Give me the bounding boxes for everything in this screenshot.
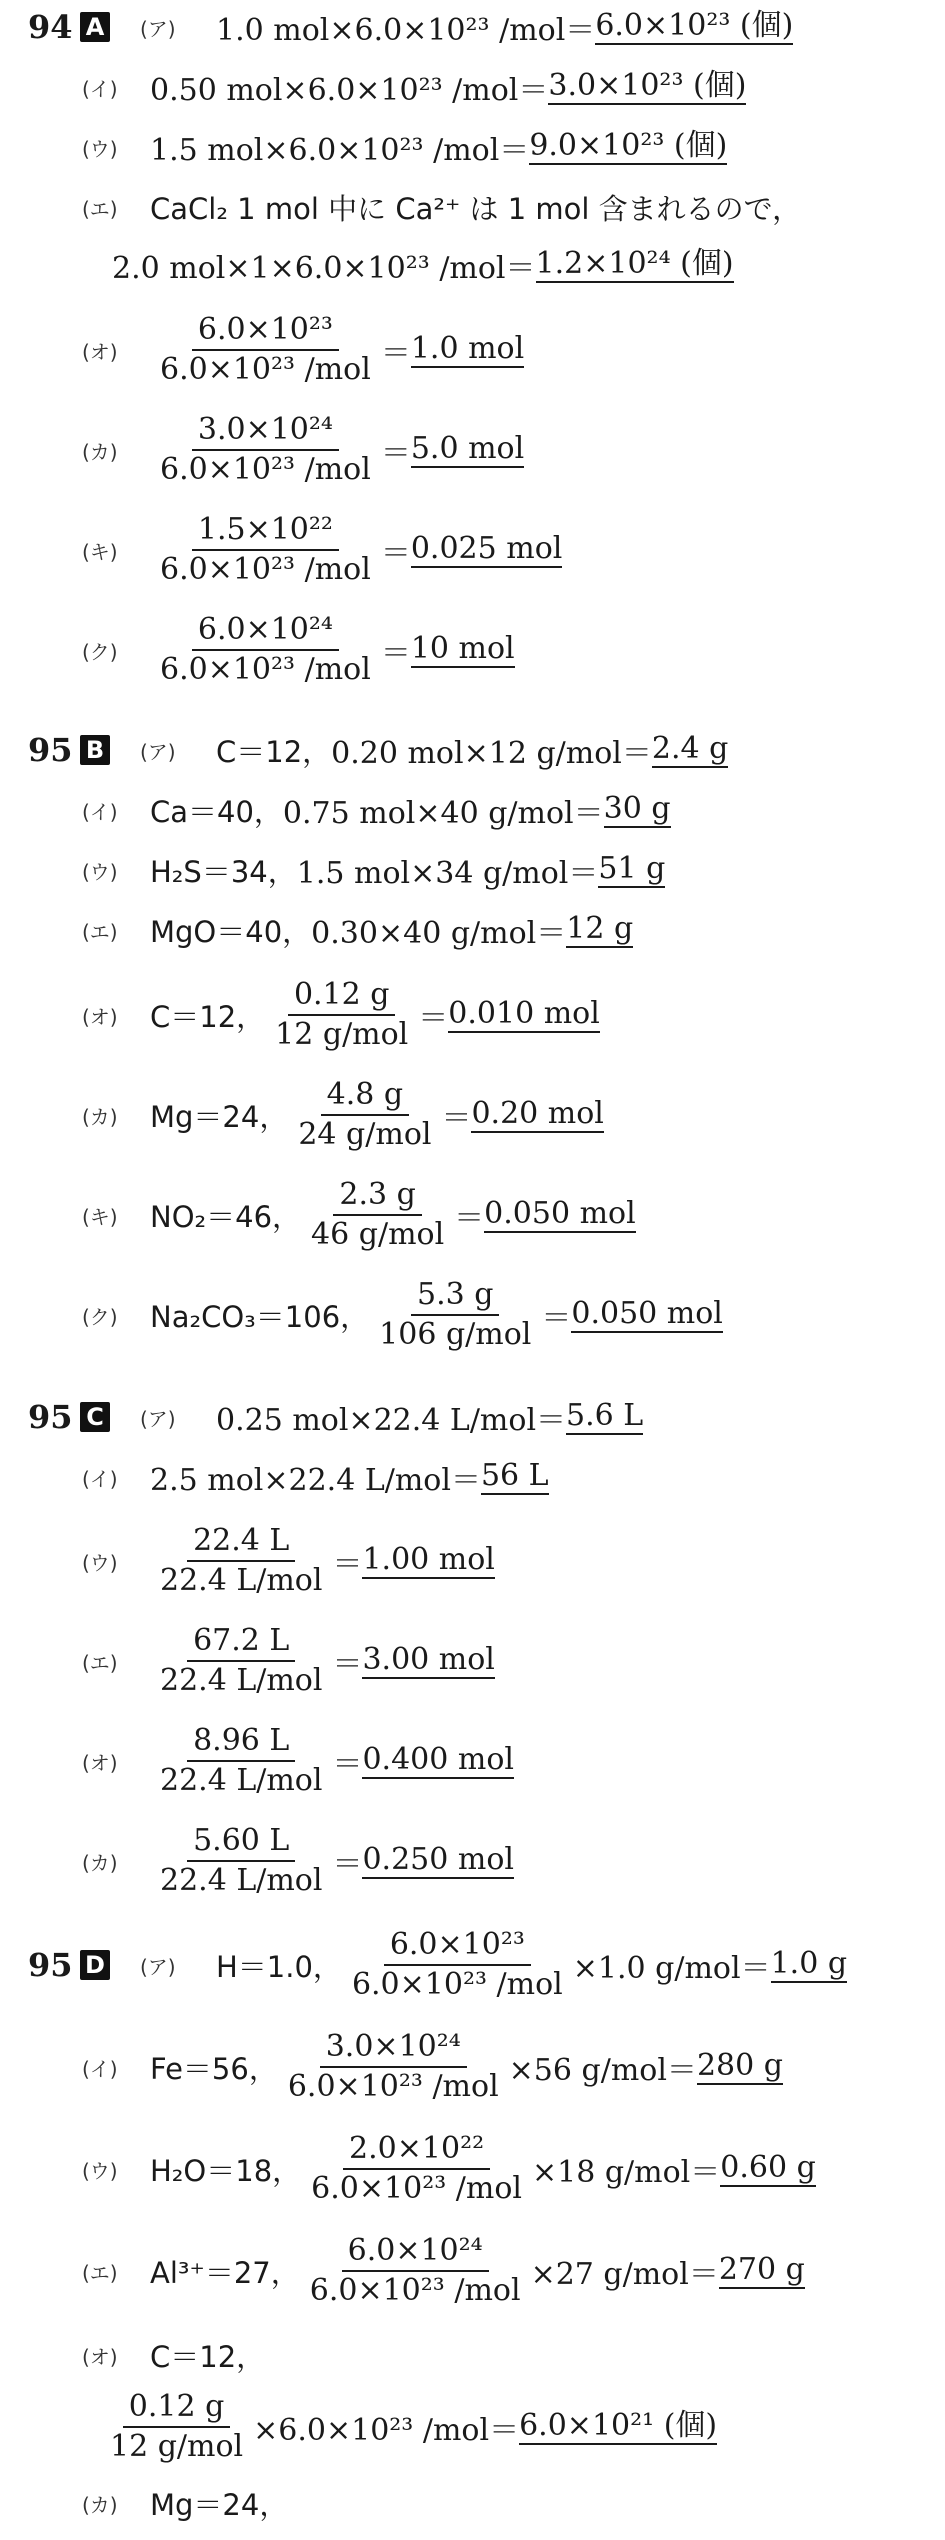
fraction-denominator: 6.0×10²³ /mol <box>160 352 371 387</box>
section-95B-line-8: (ク) Na₂CO₃＝106， $\frac{5.3 g}{\text{106 g/mol}}$ ＝ 0.050 mol <box>82 1276 723 1352</box>
section-95D-line-4 <box>0 2226 945 2316</box>
section-letter-badge: D <box>80 1950 110 1980</box>
fraction <box>154 1824 328 1899</box>
fraction-denominator: 6.0×10²³ /mol <box>160 552 371 587</box>
section-95B-line-2 <box>0 785 945 835</box>
answer-value: 1.2×10²⁴ (個) <box>535 246 734 281</box>
fraction-denominator: 6.0×10²³ /mol <box>160 652 371 687</box>
fraction <box>154 1724 328 1799</box>
fraction <box>292 1078 437 1153</box>
section-94A-line-9: (ク) $\frac{\text{6.0×10²⁴}}{\text{6.0×10²³ /mol}}$ ＝ 10 mol <box>82 611 515 687</box>
section-94A-line-3 <box>0 122 945 172</box>
equation-text: ×56 g/mol＝ <box>508 2053 697 2088</box>
section-letter-badge: B <box>80 735 110 765</box>
section-95C-line-3: (ウ) $\frac{22.4 L}{\text{22.4 L/mol}}$ ＝ 1.00 mol <box>82 1522 495 1598</box>
item-label: (キ) <box>82 539 118 564</box>
item-label: (エ) <box>82 919 118 944</box>
item-label: (イ) <box>82 799 118 824</box>
fraction-denominator: 12 g/mol <box>275 1017 409 1052</box>
section-95D-line-6 <box>0 2382 945 2472</box>
formula-prefix: NO₂＝46， <box>150 1199 302 1234</box>
answer-value: 280 g <box>696 2048 783 2083</box>
fraction <box>104 2390 249 2465</box>
answer-value: 0.010 mol <box>448 996 600 1031</box>
section-95D-line-2 <box>0 2022 945 2112</box>
fraction-denominator: 46 g/mol <box>311 1217 445 1252</box>
fraction <box>154 1624 328 1699</box>
answer-value: 12 g <box>566 911 634 946</box>
fraction <box>282 2030 505 2105</box>
section-94A-line-6: (オ) $\frac{\text{6.0×10²³}}{\text{6.0×10²³ /mol}}$ ＝ 1.0 mol <box>82 311 525 387</box>
answer-value: 10 mol <box>410 631 515 666</box>
fraction <box>154 413 377 488</box>
section-95B-line-6: (カ) Mg＝24， $\frac{4.8 g}{\text{24 g/mol}}$ ＝ 0.20 mol <box>82 1076 604 1152</box>
fraction <box>269 978 414 1053</box>
answer-value: 1.0 g <box>770 1946 848 1981</box>
answer-value: 5.6 L <box>566 1398 644 1433</box>
equation-text: 0.75 mol×40 g/mol＝ <box>282 796 604 831</box>
section-number: 95 <box>28 1946 73 1984</box>
answer-value: 1.0 mol <box>410 331 525 366</box>
item-label: (オ) <box>82 2344 118 2369</box>
formula-prefix: Al³⁺＝27， <box>150 2255 300 2290</box>
fraction-numerator: 2.3 g <box>333 1178 421 1217</box>
fraction <box>305 1178 450 1253</box>
fraction-numerator: 22.4 L <box>187 1524 295 1563</box>
item-label: (ウ) <box>82 2158 118 2183</box>
fraction-denominator: 106 g/mol <box>379 1317 532 1352</box>
fraction-denominator: 24 g/mol <box>298 1117 432 1152</box>
equation-text: ×27 g/mol＝ <box>530 2257 719 2292</box>
equation-text: 1.5 mol×34 g/mol＝ <box>296 856 599 891</box>
formula-prefix: Na₂CO₃＝106， <box>150 1299 370 1334</box>
item-label: (ク) <box>82 639 118 664</box>
section-number: 95 <box>28 731 73 769</box>
formula-prefix: H＝1.0， <box>216 1949 342 1984</box>
section-95D-line-3 <box>0 2124 945 2214</box>
section-95B-line-7: (キ) NO₂＝46， $\frac{2.3 g}{\text{46 g/mol}}$ ＝ 0.050 mol <box>82 1176 636 1252</box>
section-95B-line-4 <box>0 905 945 955</box>
section-94A-line-5 <box>0 240 945 290</box>
answer-value: 51 g <box>598 851 666 886</box>
fraction <box>154 313 377 388</box>
formula-prefix: C＝12， <box>150 2339 266 2374</box>
fraction-numerator: 3.0×10²⁴ <box>320 2030 467 2069</box>
section-number: 95 <box>28 1398 73 1436</box>
fraction <box>154 513 377 588</box>
item-label: (ア) <box>140 1954 176 1979</box>
item-label: (ア) <box>140 739 176 764</box>
section-94A-line-2 <box>0 62 945 112</box>
section-95D-line-1 <box>0 1920 945 2010</box>
fraction-numerator: 5.60 L <box>187 1824 295 1863</box>
fraction <box>305 2132 528 2207</box>
section-letter-badge: A <box>80 12 110 42</box>
answer-value: 6.0×10²³ (個) <box>595 8 794 43</box>
formula-prefix: H₂S＝34， <box>150 854 297 889</box>
section-95C-line-5: (オ) $\frac{8.96 L}{\text{22.4 L/mol}}$ ＝ 0.400 mol <box>82 1722 514 1798</box>
section-95C-line-6: (カ) $\frac{5.60 L}{\text{22.4 L/mol}}$ ＝ 0.250 mol <box>82 1822 514 1898</box>
fraction-numerator: 8.96 L <box>187 1724 295 1763</box>
answer-value: 56 L <box>480 1458 549 1493</box>
item-label: (イ) <box>82 76 118 101</box>
fraction-denominator: 22.4 L/mol <box>160 1663 323 1698</box>
fraction-denominator: 6.0×10²³ /mol <box>309 2273 521 2308</box>
fraction-denominator: 6.0×10²³ /mol <box>311 2171 522 2206</box>
section-letter-badge: C <box>80 1402 110 1432</box>
section-95B-line-5: (オ) C＝12， $\frac{0.12 g}{\text{12 g/mol}}$ ＝ 0.010 mol <box>82 976 600 1052</box>
answer-value: 30 g <box>603 791 671 826</box>
answer-value: 6.0×10²¹ (個) <box>519 2408 718 2443</box>
item-label: (キ) <box>82 1204 118 1229</box>
fraction-numerator: 4.8 g <box>321 1078 409 1117</box>
fraction-numerator: 5.3 g <box>411 1278 499 1317</box>
equation-text: 1.0 mol×6.0×10²³ /mol＝ <box>216 13 596 48</box>
item-label: (オ) <box>82 1750 118 1775</box>
answer-value: 0.025 mol <box>410 531 563 566</box>
fraction <box>373 1278 537 1353</box>
fraction-numerator: 6.0×10²⁴ <box>192 613 339 652</box>
item-label: (ク) <box>82 1304 118 1329</box>
formula-prefix: MgO＝40， <box>150 914 312 949</box>
section-95B-line-1 <box>0 725 945 775</box>
answer-value: 5.0 mol <box>410 431 525 466</box>
item-label: (カ) <box>82 1850 118 1875</box>
item-label: (カ) <box>82 1104 118 1129</box>
answer-value: 0.050 mol <box>571 1296 723 1331</box>
formula-prefix: Fe＝56， <box>150 2051 278 2086</box>
answer-value: 1.00 mol <box>362 1542 495 1577</box>
item-label: (ウ) <box>82 136 118 161</box>
section-94A-line-1 <box>0 2 945 52</box>
answer-value: 2.4 g <box>651 731 729 766</box>
section-95D-line-7 <box>0 2478 945 2528</box>
item-label: (エ) <box>82 196 118 221</box>
item-label: (エ) <box>82 2260 118 2285</box>
answer-value: 0.050 mol <box>484 1196 636 1231</box>
fraction-numerator: 1.5×10²² <box>192 513 339 552</box>
answer-value: 0.250 mol <box>362 1842 514 1877</box>
equation-text: 0.25 mol×22.4 L/mol＝ <box>216 1403 567 1438</box>
fraction-numerator: 3.0×10²⁴ <box>192 413 339 452</box>
item-label: (カ) <box>82 439 118 464</box>
equation-text: 1.5 mol×6.0×10²³ /mol＝ <box>150 133 530 168</box>
item-label: (ウ) <box>82 1550 118 1575</box>
fraction-numerator: 0.12 g <box>123 2390 231 2429</box>
item-label: (ウ) <box>82 859 118 884</box>
equation-text: ×18 g/mol＝ <box>532 2155 721 2190</box>
item-label: (オ) <box>82 1004 118 1029</box>
section-95C-line-2 <box>0 1452 945 1502</box>
answer-value: 3.00 mol <box>362 1642 495 1677</box>
fraction-numerator: 6.0×10²³ <box>192 313 339 352</box>
formula-prefix: Mg＝24， <box>150 2487 289 2522</box>
section-94A-line-8: (キ) $\frac{\text{1.5×10²²}}{\text{6.0×10²³ /mol}}$ ＝ 0.025 mol <box>82 511 563 587</box>
equation-text: 0.30×40 g/mol＝ <box>311 916 567 951</box>
fraction-denominator: 22.4 L/mol <box>160 1863 323 1898</box>
equation-text: 2.5 mol×22.4 L/mol＝ <box>150 1463 481 1498</box>
formula-prefix: C＝12， <box>216 734 332 769</box>
fraction <box>304 2234 527 2309</box>
answer-value: 3.0×10²³ (個) <box>548 68 747 103</box>
item-label: (オ) <box>82 339 118 364</box>
section-95D-line-5 <box>0 2330 945 2380</box>
answer-value: 0.400 mol <box>362 1742 514 1777</box>
fraction-denominator: 6.0×10²³ /mol <box>351 1967 563 2002</box>
answer-value: 0.60 g <box>720 2150 816 2185</box>
fraction-denominator: 12 g/mol <box>110 2429 244 2464</box>
explanation-text: CaCl₂ 1 mol 中に Ca²⁺ は 1 mol 含まれるので， <box>150 191 802 226</box>
fraction <box>346 1928 569 2003</box>
section-94A-line-7: (カ) $\frac{\text{3.0×10²⁴}}{\text{6.0×10²³ /mol}}$ ＝ 5.0 mol <box>82 411 525 487</box>
fraction <box>154 613 377 688</box>
item-label: (エ) <box>82 1650 118 1675</box>
formula-prefix: Ca＝40， <box>150 794 283 829</box>
section-95B-line-3 <box>0 845 945 895</box>
answer-value: 0.20 mol <box>471 1096 604 1131</box>
equation-text: 0.20 mol×12 g/mol＝ <box>331 736 652 771</box>
fraction-numerator: 67.2 L <box>187 1624 295 1663</box>
section-95C-line-4: (エ) $\frac{67.2 L}{\text{22.4 L/mol}}$ ＝ 3.00 mol <box>82 1622 495 1698</box>
fraction-denominator: 22.4 L/mol <box>160 1763 323 1798</box>
equation-text: 0.50 mol×6.0×10²³ /mol＝ <box>150 73 549 108</box>
section-95C-line-1 <box>0 1392 945 1442</box>
fraction-denominator: 6.0×10²³ /mol <box>160 452 371 487</box>
fraction-numerator: 6.0×10²⁴ <box>342 2234 489 2273</box>
item-label: (イ) <box>82 1466 118 1491</box>
equation-text: ×6.0×10²³ /mol＝ <box>253 2413 520 2448</box>
item-label: (イ) <box>82 2056 118 2081</box>
equation-text: ×1.0 g/mol＝ <box>572 1951 771 1986</box>
fraction-denominator: 22.4 L/mol <box>160 1563 323 1598</box>
item-label: (カ) <box>82 2492 118 2517</box>
section-number: 94 <box>28 8 73 46</box>
answer-value: 270 g <box>718 2252 805 2287</box>
fraction <box>154 1524 328 1599</box>
fraction-numerator: 6.0×10²³ <box>384 1928 531 1967</box>
formula-prefix: C＝12， <box>150 999 266 1034</box>
fraction-denominator: 6.0×10²³ /mol <box>287 2069 499 2104</box>
item-label: (ア) <box>140 16 176 41</box>
answer-value: 9.0×10²³ (個) <box>529 128 728 163</box>
section-94A-line-4 <box>0 182 945 232</box>
item-label: (ア) <box>140 1406 176 1431</box>
fraction-numerator: 0.12 g <box>288 978 396 1017</box>
fraction-numerator: 2.0×10²² <box>343 2132 490 2171</box>
formula-prefix: H₂O＝18， <box>150 2153 302 2188</box>
equation-text: 2.0 mol×1×6.0×10²³ /mol＝ <box>112 251 536 286</box>
formula-prefix: Mg＝24， <box>150 1099 289 1134</box>
